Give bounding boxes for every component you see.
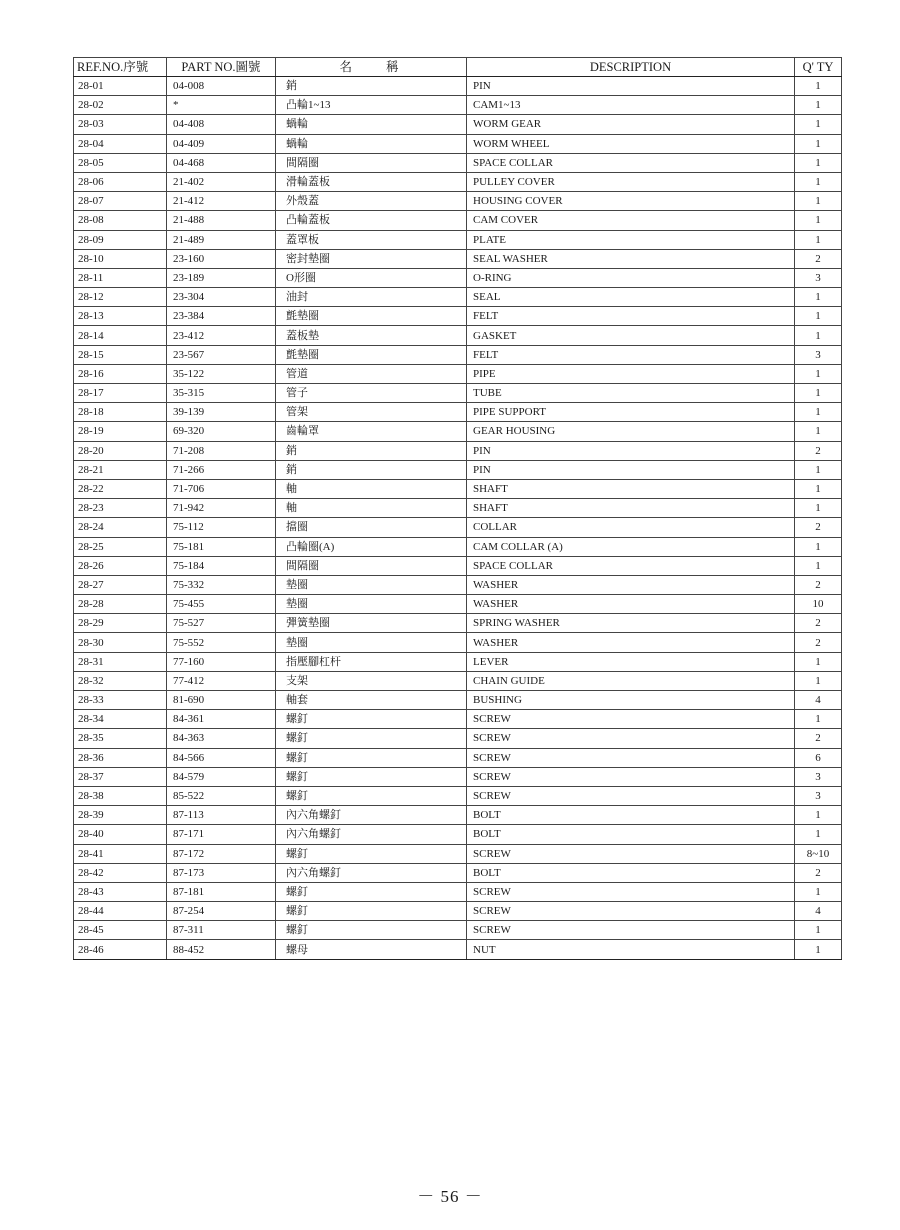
cell-qty: 1: [795, 882, 842, 901]
cell-part-no: 87-172: [167, 844, 276, 863]
cell-description: BOLT: [467, 806, 795, 825]
cell-qty: 2: [795, 441, 842, 460]
cell-name: 彈簧墊圈: [276, 614, 467, 633]
cell-name: 支架: [276, 671, 467, 690]
cell-part-no: 04-008: [167, 77, 276, 96]
cell-description: COLLAR: [467, 518, 795, 537]
cell-part-no: 21-412: [167, 192, 276, 211]
header-description: DESCRIPTION: [467, 58, 795, 77]
cell-ref-no: 28-26: [74, 556, 167, 575]
cell-ref-no: 28-04: [74, 134, 167, 153]
cell-ref-no: 28-38: [74, 786, 167, 805]
cell-description: HOUSING COVER: [467, 192, 795, 211]
table-row: [74, 441, 842, 460]
cell-ref-no: 28-39: [74, 806, 167, 825]
cell-name: 內六角螺釘: [276, 825, 467, 844]
cell-qty: 3: [795, 345, 842, 364]
cell-ref-no: 28-07: [74, 192, 167, 211]
cell-ref-no: 28-20: [74, 441, 167, 460]
cell-qty: 6: [795, 748, 842, 767]
cell-part-no: 87-171: [167, 825, 276, 844]
cell-description: WORM GEAR: [467, 115, 795, 134]
table-row: [74, 518, 842, 537]
cell-name: 螺釘: [276, 844, 467, 863]
cell-qty: 2: [795, 575, 842, 594]
cell-ref-no: 28-36: [74, 748, 167, 767]
cell-qty: 1: [795, 806, 842, 825]
cell-description: PIN: [467, 460, 795, 479]
cell-name: 墊圈: [276, 633, 467, 652]
cell-description: SCREW: [467, 844, 795, 863]
cell-part-no: 75-181: [167, 537, 276, 556]
cell-part-no: 75-112: [167, 518, 276, 537]
table-row: [74, 671, 842, 690]
cell-part-no: 84-579: [167, 767, 276, 786]
cell-qty: 3: [795, 767, 842, 786]
cell-qty: 1: [795, 172, 842, 191]
cell-part-no: 84-361: [167, 710, 276, 729]
cell-description: GEAR HOUSING: [467, 422, 795, 441]
cell-description: TUBE: [467, 384, 795, 403]
cell-part-no: 75-455: [167, 595, 276, 614]
cell-name: 軸: [276, 479, 467, 498]
cell-part-no: 84-566: [167, 748, 276, 767]
cell-name: 管架: [276, 403, 467, 422]
cell-part-no: 23-160: [167, 249, 276, 268]
cell-name: 螺釘: [276, 767, 467, 786]
cell-description: PIN: [467, 77, 795, 96]
cell-part-no: 23-384: [167, 307, 276, 326]
cell-part-no: 04-468: [167, 153, 276, 172]
cell-qty: 10: [795, 595, 842, 614]
cell-name: O形圈: [276, 268, 467, 287]
cell-ref-no: 28-33: [74, 691, 167, 710]
cell-part-no: 35-315: [167, 384, 276, 403]
cell-description: SCREW: [467, 729, 795, 748]
cell-qty: 4: [795, 902, 842, 921]
cell-qty: 1: [795, 192, 842, 211]
cell-part-no: 75-332: [167, 575, 276, 594]
table-row: [74, 537, 842, 556]
cell-qty: 1: [795, 307, 842, 326]
cell-ref-no: 28-22: [74, 479, 167, 498]
table-row: [74, 115, 842, 134]
cell-qty: 1: [795, 77, 842, 96]
cell-description: BUSHING: [467, 691, 795, 710]
cell-ref-no: 28-02: [74, 96, 167, 115]
cell-part-no: 23-189: [167, 268, 276, 287]
cell-name: 擋圈: [276, 518, 467, 537]
cell-qty: 3: [795, 786, 842, 805]
cell-ref-no: 28-16: [74, 364, 167, 383]
table-row: [74, 729, 842, 748]
cell-name: 氈墊圈: [276, 307, 467, 326]
cell-ref-no: 28-41: [74, 844, 167, 863]
cell-qty: 1: [795, 825, 842, 844]
cell-name: 油封: [276, 288, 467, 307]
cell-description: LEVER: [467, 652, 795, 671]
cell-name: 螺釘: [276, 882, 467, 901]
cell-name: 螺母: [276, 940, 467, 959]
header-part-no: PART NO.圖號: [167, 58, 276, 77]
table-row: [74, 575, 842, 594]
cell-name: 間隔圈: [276, 153, 467, 172]
table-row: [74, 806, 842, 825]
cell-description: SEAL: [467, 288, 795, 307]
cell-qty: 2: [795, 249, 842, 268]
cell-qty: 1: [795, 422, 842, 441]
cell-ref-no: 28-11: [74, 268, 167, 287]
cell-part-no: 04-408: [167, 115, 276, 134]
table-row: [74, 825, 842, 844]
cell-name: 軸套: [276, 691, 467, 710]
cell-description: PIPE SUPPORT: [467, 403, 795, 422]
cell-qty: 1: [795, 940, 842, 959]
cell-description: SCREW: [467, 786, 795, 805]
cell-qty: 4: [795, 691, 842, 710]
cell-part-no: 21-402: [167, 172, 276, 191]
cell-name: 凸輪蓋板: [276, 211, 467, 230]
parts-list-table: [73, 57, 842, 960]
cell-name: 螺釘: [276, 748, 467, 767]
cell-qty: 8~10: [795, 844, 842, 863]
cell-ref-no: 28-24: [74, 518, 167, 537]
cell-part-no: 85-522: [167, 786, 276, 805]
cell-name: 銷: [276, 460, 467, 479]
table-row: [74, 211, 842, 230]
cell-qty: 1: [795, 652, 842, 671]
table-row: [74, 748, 842, 767]
table-row: [74, 192, 842, 211]
cell-description: WASHER: [467, 595, 795, 614]
cell-ref-no: 28-05: [74, 153, 167, 172]
cell-description: NUT: [467, 940, 795, 959]
cell-ref-no: 28-19: [74, 422, 167, 441]
cell-ref-no: 28-06: [74, 172, 167, 191]
cell-qty: 1: [795, 211, 842, 230]
cell-description: GASKET: [467, 326, 795, 345]
cell-description: SPACE COLLAR: [467, 153, 795, 172]
cell-part-no: 69-320: [167, 422, 276, 441]
table-row: [74, 249, 842, 268]
cell-ref-no: 28-15: [74, 345, 167, 364]
cell-name: 滑輪蓋板: [276, 172, 467, 191]
table-row: [74, 844, 842, 863]
cell-description: SPRING WASHER: [467, 614, 795, 633]
cell-ref-no: 28-27: [74, 575, 167, 594]
cell-description: SEAL WASHER: [467, 249, 795, 268]
cell-description: SCREW: [467, 767, 795, 786]
cell-ref-no: 28-45: [74, 921, 167, 940]
cell-name: 墊圈: [276, 595, 467, 614]
table-row: [74, 384, 842, 403]
cell-name: 內六角螺釘: [276, 806, 467, 825]
cell-description: CAM COVER: [467, 211, 795, 230]
cell-name: 螺釘: [276, 729, 467, 748]
cell-qty: 1: [795, 230, 842, 249]
cell-qty: 1: [795, 115, 842, 134]
cell-ref-no: 28-17: [74, 384, 167, 403]
cell-qty: 1: [795, 537, 842, 556]
table-row: [74, 326, 842, 345]
cell-qty: 1: [795, 364, 842, 383]
cell-ref-no: 28-32: [74, 671, 167, 690]
cell-part-no: 23-304: [167, 288, 276, 307]
table-header-row: [74, 58, 842, 77]
cell-ref-no: 28-08: [74, 211, 167, 230]
cell-ref-no: 28-10: [74, 249, 167, 268]
cell-qty: 1: [795, 403, 842, 422]
table-row: [74, 96, 842, 115]
cell-qty: 1: [795, 384, 842, 403]
cell-part-no: 21-489: [167, 230, 276, 249]
table-row: [74, 710, 842, 729]
cell-part-no: 71-706: [167, 479, 276, 498]
table-row: [74, 863, 842, 882]
cell-qty: 1: [795, 710, 842, 729]
table-row: [74, 633, 842, 652]
cell-ref-no: 28-21: [74, 460, 167, 479]
table-row: [74, 268, 842, 287]
cell-ref-no: 28-29: [74, 614, 167, 633]
table-row: [74, 153, 842, 172]
table-row: [74, 345, 842, 364]
cell-description: CHAIN GUIDE: [467, 671, 795, 690]
table-row: [74, 460, 842, 479]
table-row: [74, 230, 842, 249]
table-row: [74, 652, 842, 671]
header-name: 名稱: [276, 58, 467, 77]
page-number: － 56 －: [417, 1187, 483, 1206]
cell-ref-no: 28-44: [74, 902, 167, 921]
table-row: [74, 767, 842, 786]
cell-qty: 2: [795, 863, 842, 882]
cell-ref-no: 28-28: [74, 595, 167, 614]
cell-name: 管道: [276, 364, 467, 383]
cell-name: 密封墊圈: [276, 249, 467, 268]
cell-qty: 2: [795, 614, 842, 633]
table-row: [74, 940, 842, 959]
cell-name: 指壓腳杠杆: [276, 652, 467, 671]
cell-part-no: 75-552: [167, 633, 276, 652]
table-row: [74, 902, 842, 921]
cell-qty: 1: [795, 556, 842, 575]
cell-qty: 1: [795, 134, 842, 153]
cell-description: BOLT: [467, 825, 795, 844]
cell-part-no: 23-567: [167, 345, 276, 364]
cell-ref-no: 28-03: [74, 115, 167, 134]
table-row: [74, 172, 842, 191]
cell-part-no: 87-311: [167, 921, 276, 940]
cell-description: CAM COLLAR (A): [467, 537, 795, 556]
cell-name: 蓋板墊: [276, 326, 467, 345]
cell-name: 凸輪1~13: [276, 96, 467, 115]
cell-part-no: 39-139: [167, 403, 276, 422]
cell-part-no: 77-412: [167, 671, 276, 690]
cell-name: 凸輪圈(A): [276, 537, 467, 556]
cell-qty: 1: [795, 460, 842, 479]
cell-name: 氈墊圈: [276, 345, 467, 364]
table-row: [74, 403, 842, 422]
cell-description: SCREW: [467, 882, 795, 901]
table-row: [74, 364, 842, 383]
cell-part-no: 87-181: [167, 882, 276, 901]
cell-ref-no: 28-30: [74, 633, 167, 652]
cell-qty: 1: [795, 671, 842, 690]
table-row: [74, 556, 842, 575]
table-row: [74, 691, 842, 710]
cell-ref-no: 28-01: [74, 77, 167, 96]
table-row: [74, 422, 842, 441]
cell-description: CAM1~13: [467, 96, 795, 115]
cell-name: 軸: [276, 499, 467, 518]
table-row: [74, 288, 842, 307]
cell-part-no: 77-160: [167, 652, 276, 671]
cell-description: SCREW: [467, 710, 795, 729]
cell-part-no: 75-527: [167, 614, 276, 633]
cell-ref-no: 28-31: [74, 652, 167, 671]
cell-name: 銷: [276, 77, 467, 96]
cell-part-no: 81-690: [167, 691, 276, 710]
cell-qty: 1: [795, 479, 842, 498]
cell-ref-no: 28-34: [74, 710, 167, 729]
cell-description: SPACE COLLAR: [467, 556, 795, 575]
cell-ref-no: 28-23: [74, 499, 167, 518]
cell-qty: 1: [795, 96, 842, 115]
cell-name: 管子: [276, 384, 467, 403]
cell-part-no: 87-173: [167, 863, 276, 882]
cell-part-no: 87-254: [167, 902, 276, 921]
cell-description: PIN: [467, 441, 795, 460]
table-row: [74, 134, 842, 153]
cell-qty: 1: [795, 153, 842, 172]
cell-name: 墊圈: [276, 575, 467, 594]
cell-name: 蓋罩板: [276, 230, 467, 249]
table-row: [74, 77, 842, 96]
cell-part-no: 87-113: [167, 806, 276, 825]
cell-part-no: 75-184: [167, 556, 276, 575]
cell-description: SHAFT: [467, 479, 795, 498]
cell-qty: 3: [795, 268, 842, 287]
cell-qty: 2: [795, 518, 842, 537]
cell-part-no: *: [167, 96, 276, 115]
cell-description: BOLT: [467, 863, 795, 882]
cell-ref-no: 28-14: [74, 326, 167, 345]
cell-description: FELT: [467, 345, 795, 364]
cell-qty: 2: [795, 729, 842, 748]
cell-ref-no: 28-18: [74, 403, 167, 422]
table-row: [74, 499, 842, 518]
cell-name: 蝸輪: [276, 115, 467, 134]
cell-ref-no: 28-37: [74, 767, 167, 786]
table-row: [74, 479, 842, 498]
cell-description: WASHER: [467, 633, 795, 652]
cell-description: SCREW: [467, 921, 795, 940]
cell-ref-no: 28-13: [74, 307, 167, 326]
cell-description: PULLEY COVER: [467, 172, 795, 191]
cell-part-no: 71-266: [167, 460, 276, 479]
cell-ref-no: 28-42: [74, 863, 167, 882]
table-row: [74, 307, 842, 326]
cell-ref-no: 28-09: [74, 230, 167, 249]
cell-part-no: 23-412: [167, 326, 276, 345]
cell-description: O-RING: [467, 268, 795, 287]
cell-description: SCREW: [467, 748, 795, 767]
cell-part-no: 04-409: [167, 134, 276, 153]
cell-description: FELT: [467, 307, 795, 326]
cell-part-no: 21-488: [167, 211, 276, 230]
cell-name: 外殼蓋: [276, 192, 467, 211]
cell-name: 螺釘: [276, 786, 467, 805]
table-row: [74, 786, 842, 805]
cell-qty: 1: [795, 288, 842, 307]
cell-name: 內六角螺釘: [276, 863, 467, 882]
cell-description: PIPE: [467, 364, 795, 383]
cell-qty: 1: [795, 921, 842, 940]
cell-ref-no: 28-46: [74, 940, 167, 959]
cell-part-no: 35-122: [167, 364, 276, 383]
cell-name: 蝸輪: [276, 134, 467, 153]
cell-ref-no: 28-43: [74, 882, 167, 901]
cell-ref-no: 28-35: [74, 729, 167, 748]
cell-qty: 1: [795, 499, 842, 518]
cell-name: 銷: [276, 441, 467, 460]
header-ref-no: REF.NO.序號: [74, 58, 167, 77]
cell-name: 間隔圈: [276, 556, 467, 575]
cell-name: 螺釘: [276, 710, 467, 729]
cell-part-no: 84-363: [167, 729, 276, 748]
cell-description: SCREW: [467, 902, 795, 921]
table-row: [74, 882, 842, 901]
header-qty: Q' TY: [795, 58, 842, 77]
cell-ref-no: 28-40: [74, 825, 167, 844]
cell-ref-no: 28-25: [74, 537, 167, 556]
cell-name: 螺釘: [276, 902, 467, 921]
cell-part-no: 71-208: [167, 441, 276, 460]
cell-ref-no: 28-12: [74, 288, 167, 307]
cell-part-no: 71-942: [167, 499, 276, 518]
table-row: [74, 614, 842, 633]
cell-qty: 1: [795, 326, 842, 345]
cell-description: SHAFT: [467, 499, 795, 518]
table-row: [74, 921, 842, 940]
table-row: [74, 595, 842, 614]
cell-description: WORM WHEEL: [467, 134, 795, 153]
cell-part-no: 88-452: [167, 940, 276, 959]
cell-description: WASHER: [467, 575, 795, 594]
cell-description: PLATE: [467, 230, 795, 249]
cell-name: 齒輪罩: [276, 422, 467, 441]
table-body: [74, 77, 842, 960]
cell-qty: 2: [795, 633, 842, 652]
cell-name: 螺釘: [276, 921, 467, 940]
